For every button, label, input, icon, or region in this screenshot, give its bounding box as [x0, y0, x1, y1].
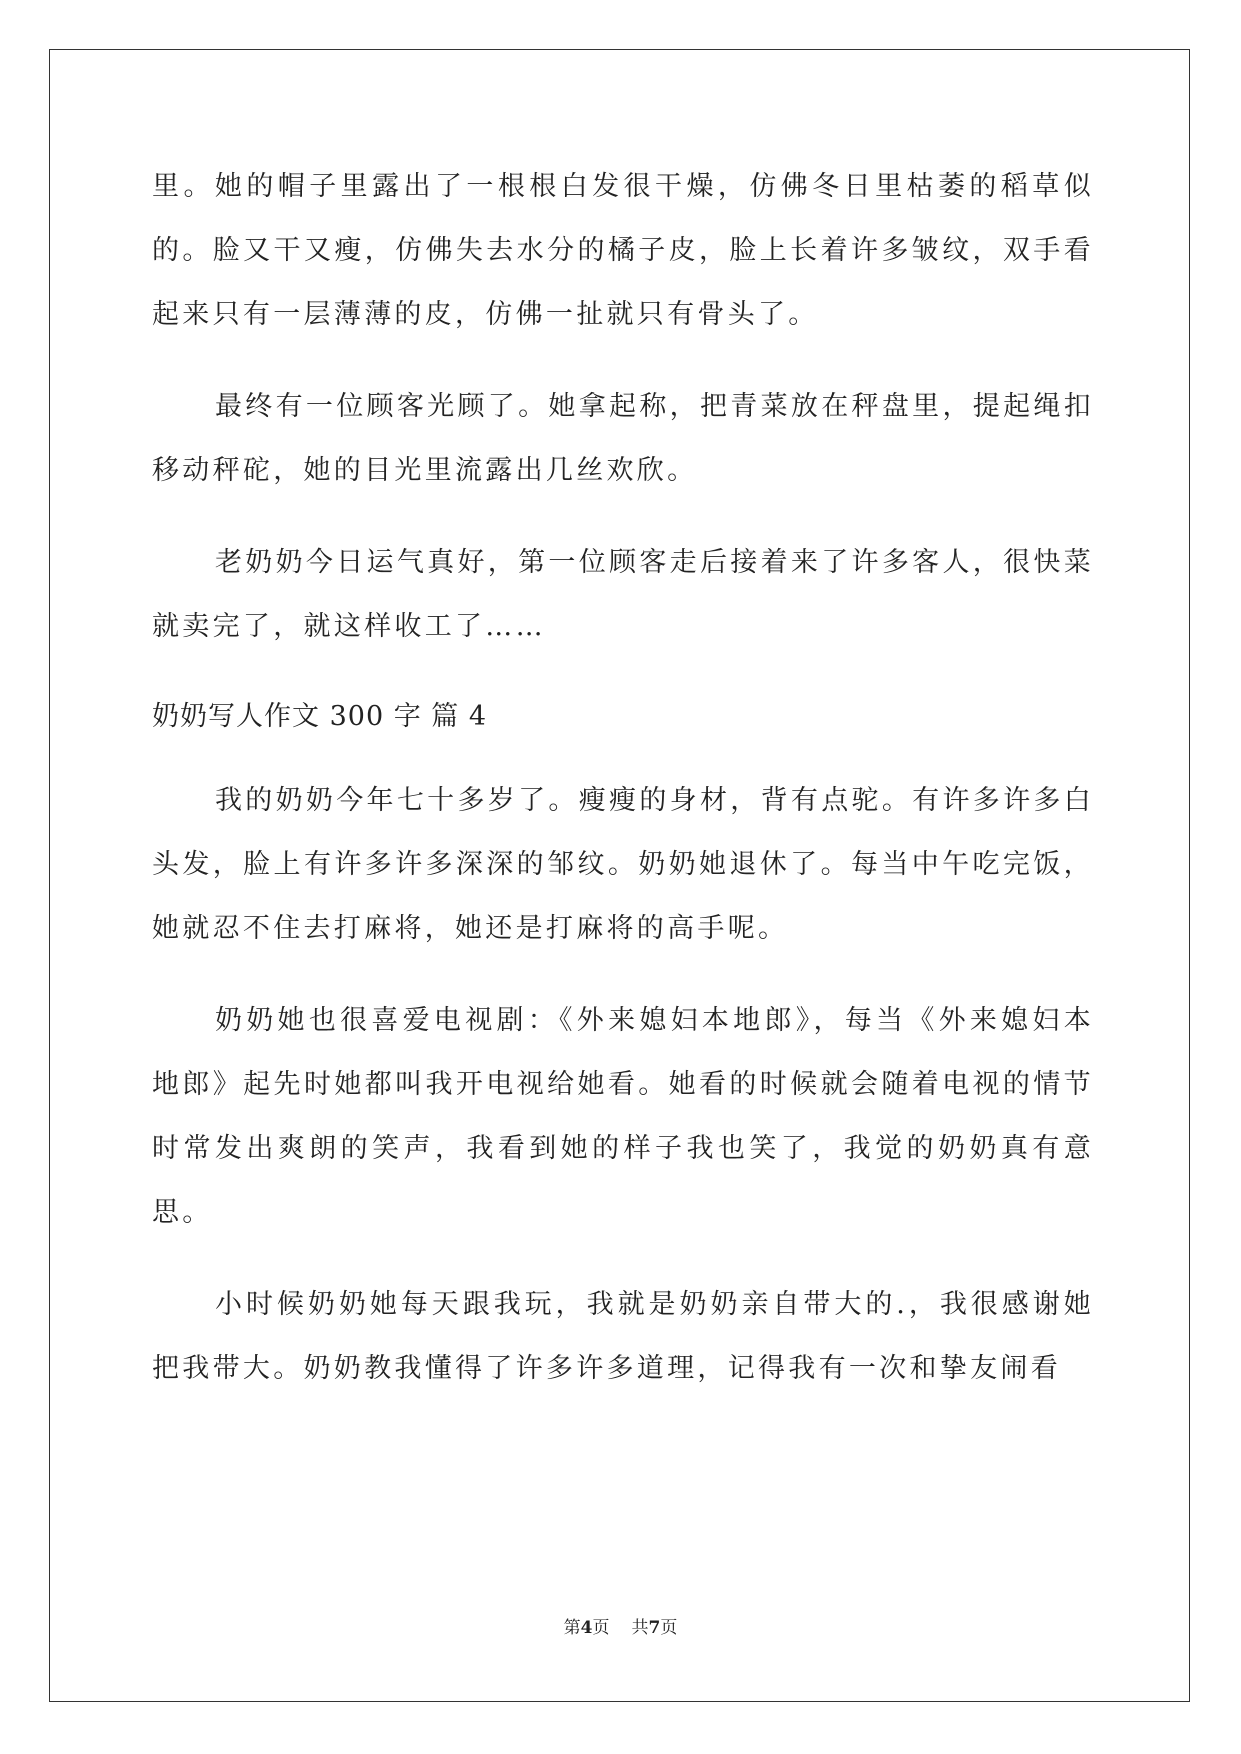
paragraph: 最终有一位顾客光顾了。她拿起称，把青菜放在秤盘里，提起绳扣移动秤砣，她的目光里流露出几丝欢欣。 [152, 391, 1094, 486]
paragraph: 里。她的帽子里露出了一根根白发很干燥，仿佛冬日里枯萎的稻草似的。脸又干又瘦，仿佛失去水分的橘子皮，脸上长着许多皱纹，双手看起来只有一层薄薄的皮，仿佛一扯就只有骨头了。 [152, 171, 1094, 330]
page-prefix: 第 [563, 1618, 581, 1638]
total-suffix: 页 [660, 1618, 678, 1638]
paragraph: 小时候奶奶她每天跟我玩，我就是奶奶亲自带大的.，我很感谢她把我带大。奶奶教我懂得了许多许多道理，记得我有一次和挚友闹看 [152, 1289, 1094, 1384]
paragraph: 老奶奶今日运气真好，第一位顾客走后接着来了许多客人，很快菜就卖完了，就这样收工了…… [152, 547, 1094, 642]
total-pages-number: 7 [648, 1618, 661, 1638]
paragraph: 奶奶她也很喜爱电视剧：《外来媳妇本地郎》，每当《外来媳妇本地郎》起先时她都叫我开电视给她看。她看的时候就会随着电视的情节时常发出爽朗的笑声，我看到她的样子我也笑了，我觉的奶奶真有意思。 [152, 1005, 1094, 1228]
total-prefix: 共 [631, 1618, 649, 1638]
document-body [152, 155, 1094, 1429]
page-footer [0, 1613, 1241, 1638]
paragraph: 我的奶奶今年七十多岁了。瘦瘦的身材，背有点驼。有许多许多白头发，脸上有许多许多深深的邹纹。奶奶她退休了。每当中午吃完饭，她就忍不住去打麻将，她还是打麻将的高手呢。 [152, 785, 1094, 944]
current-page-number: 4 [580, 1618, 593, 1638]
page-suffix: 页 [592, 1618, 610, 1638]
section-heading: 奶奶写人作文 300 字 篇 4 [152, 701, 488, 732]
